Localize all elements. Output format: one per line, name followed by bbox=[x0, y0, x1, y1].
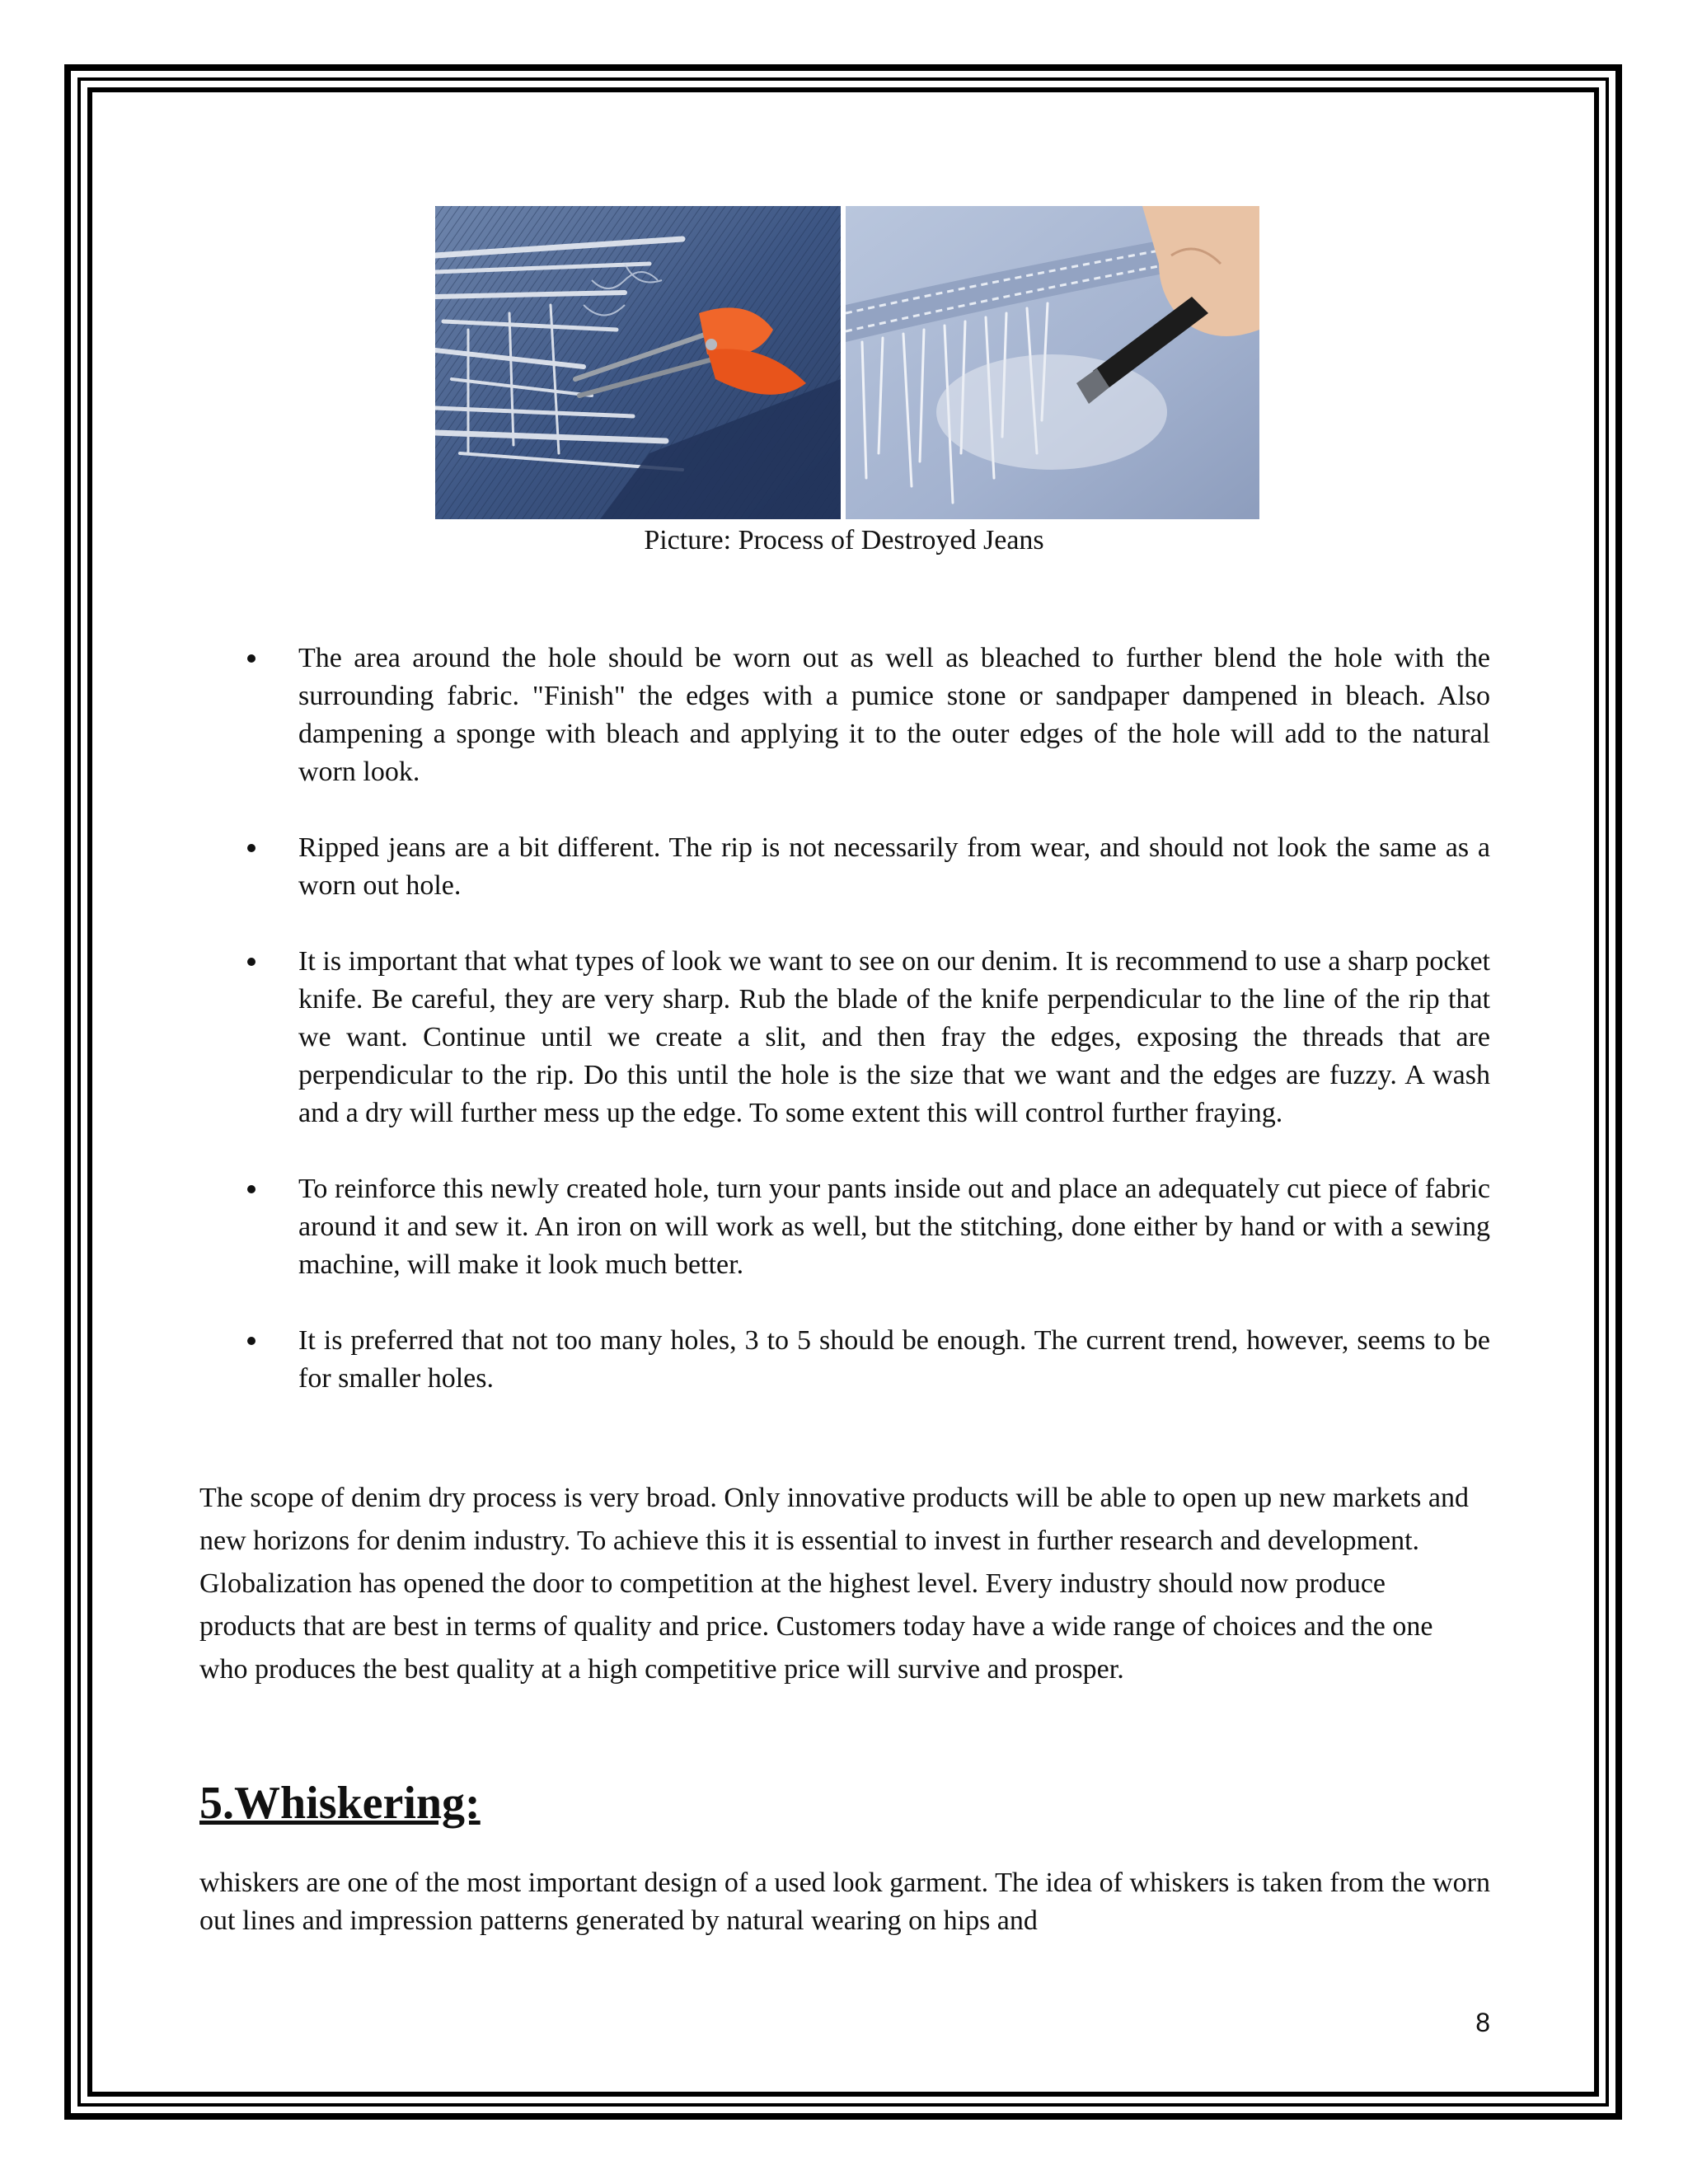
photo-frayed-denim-scissors bbox=[435, 206, 841, 519]
photo-distressing-denim-knife bbox=[846, 206, 1259, 519]
list-item: The area around the hole should be worn out as well as bleached to further blend the hole with the surrounding fabric. "Finish" the edges with a pumice stone or sandpaper dampened in bleach. Also dampening a sponge with bleach and applying it to the outer edges of the hole will add to the natural worn look. bbox=[247, 640, 1490, 791]
page-number: 8 bbox=[1475, 2008, 1490, 2037]
list-item: To reinforce this newly created hole, turn your pants inside out and place an adequately cut piece of fabric around it and sew it. An iron on will work as well, but the stitching, done either by hand or with a sewing machine, will make it look much better. bbox=[247, 1170, 1490, 1284]
list-item: Ripped jeans are a bit different. The rip is not necessarily from wear, and should not look the same as a worn out hole. bbox=[247, 829, 1490, 905]
list-item: It is important that what types of look we want to see on our denim. It is recommend to use a sharp pocket knife. Be careful, they are very sharp. Rub the blade of the knife perpendicular to the line of the rip that we want. Continue until we create a slit, and then fray the edges, exposing the threads that are perpendicular to the rip. Do this until the hole is the size that we want and the edges are fuzzy. A wash and a dry will further mess up the edge. To some extent this will control further fraying. bbox=[247, 943, 1490, 1132]
bullet-list bbox=[247, 640, 1490, 1398]
list-item: It is preferred that not too many holes, 3 to 5 should be enough. The current trend, however, seems to be for smaller holes. bbox=[247, 1322, 1490, 1398]
section-paragraph: whiskers are one of the most important design of a used look garment. The idea of whiskers is taken from the worn out lines and impression patterns generated by natural wearing on hips and bbox=[199, 1868, 1490, 1936]
section-heading: 5.Whiskering: bbox=[199, 1778, 481, 1829]
figure-caption: Picture: Process of Destroyed Jeans bbox=[644, 525, 1044, 555]
body-paragraph: The scope of denim dry process is very broad. Only innovative products will be able to open up new markets and new horizons for denim industry. To achieve this it is essential to invest in further research and development. Globalization has opened the door to competition at the highest level. Every industry should now produce products that are best in terms of quality and price. Customers today have a wide range of choices and the one who produces the best quality at a high competitive price will survive and prosper. bbox=[199, 1483, 1469, 1685]
